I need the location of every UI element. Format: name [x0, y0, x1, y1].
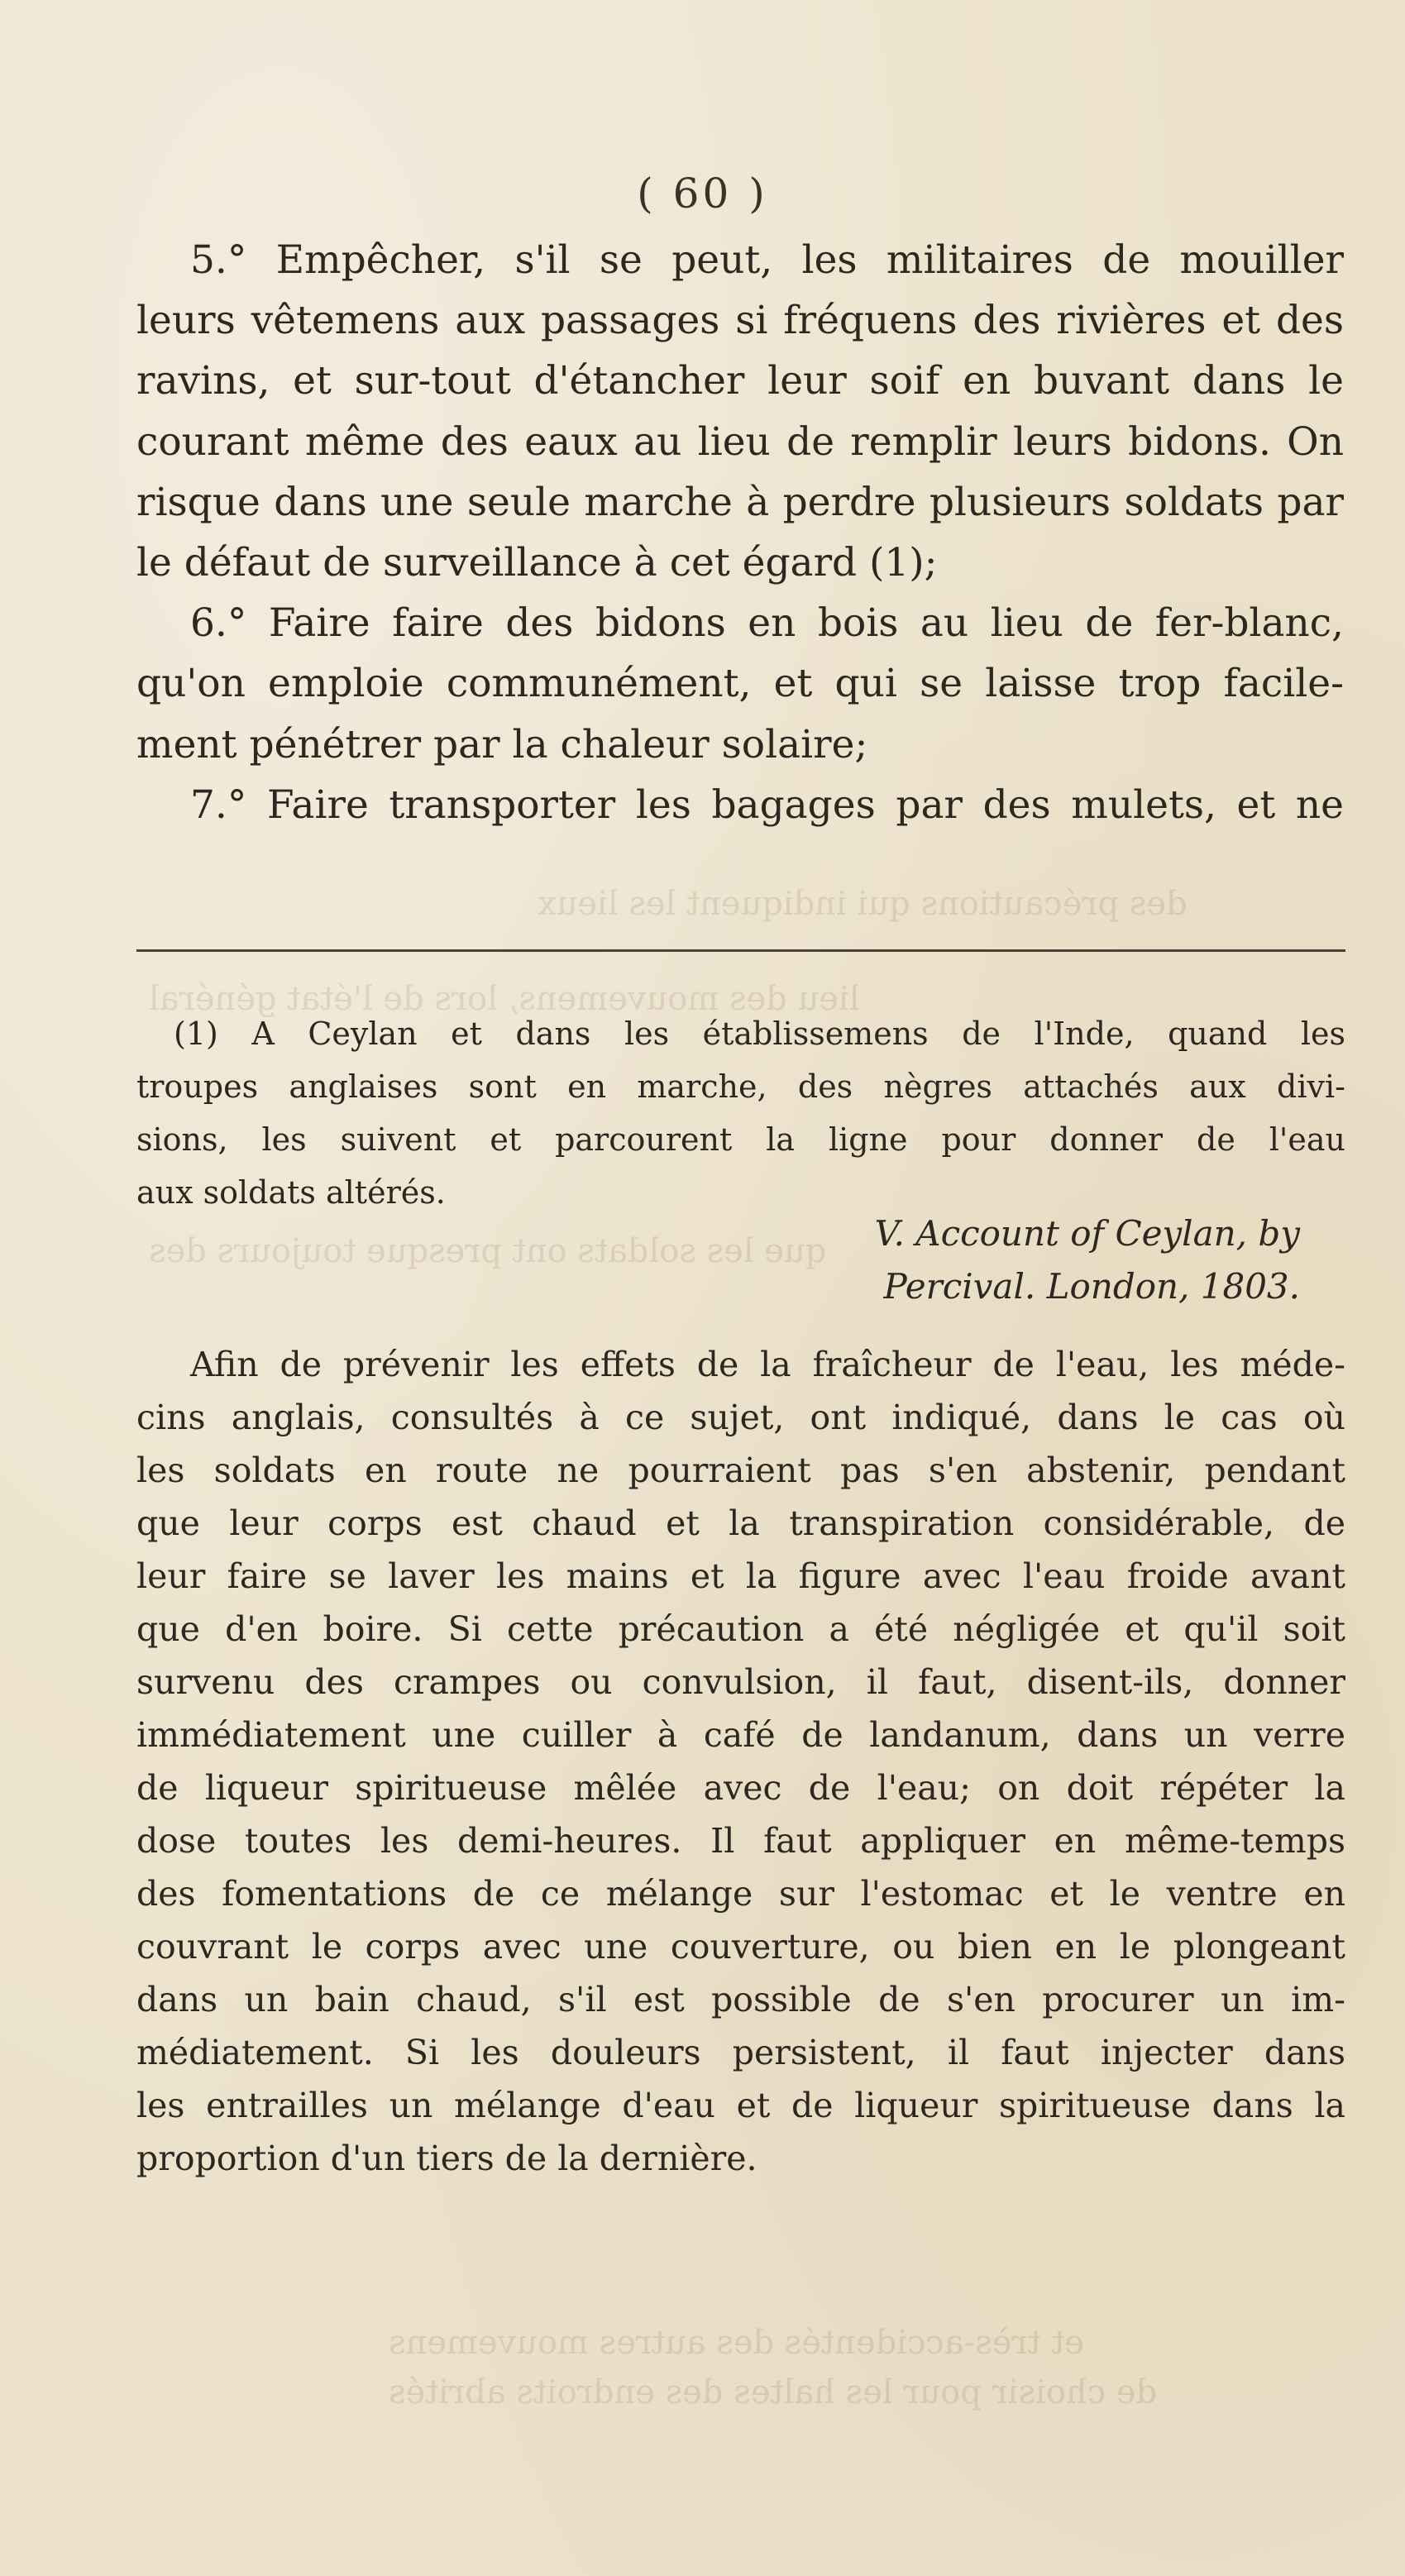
footnote-line: troupes anglaises sont en marche, des nègres attachés aux divi- — [136, 1068, 1345, 1105]
main-text-block — [136, 230, 1344, 835]
text-line: ravins, et sur-tout d'étancher leur soif en buvant dans le — [136, 358, 1344, 404]
footnote-continued-line: Afin de prévenir les effets de la fraîcheur de l'eau, les méde- — [190, 1345, 1345, 1384]
footnote-continued-line: médiatement. Si les douleurs persistent, il faut injecter dans — [136, 2033, 1345, 2072]
text-line: risque dans une seule marche à perdre plusieurs soldats par — [136, 479, 1344, 525]
page-number: ( 60 ) — [637, 170, 768, 217]
text-line: 7.° Faire transporter les bagages par des mulets, et ne — [190, 781, 1344, 828]
footnote-continued-line: leur faire se laver les mains et la figure avec l'eau froide avant — [136, 1556, 1345, 1596]
bleed-through-text: et très-accidentés des autres mouvemens — [389, 2324, 1085, 2362]
text-line: 6.° Faire faire des bidons en bois au lieu de fer-blanc, — [190, 600, 1344, 647]
footnote-continued-block — [136, 1338, 1345, 2185]
footnote-continued-line: proportion d'un tiers de la dernière. — [136, 2139, 757, 2178]
text-line: ment pénétrer par la chaleur solaire; — [136, 721, 868, 767]
footnote-continued-line: des fomentations de ce mélange sur l'estomac et le ventre en — [136, 1874, 1345, 1914]
text-line: leurs vêtemens aux passages si fréquens des rivières et des — [136, 298, 1344, 344]
footnote-continued-line: dans un bain chaud, s'il est possible de s'en procurer un im- — [136, 1980, 1345, 2019]
footnote-continued-line: immédiatement une cuiller à café de landanum, dans un verre — [136, 1715, 1345, 1755]
text-line: courant même des eaux au lieu de remplir leurs bidons. On — [136, 418, 1344, 465]
text-line: 5.° Empêcher, s'il se peut, les militaires de mouiller — [190, 237, 1344, 283]
footnote-continued-line: survenu des crampes ou convulsion, il faut, disent-ils, donner — [136, 1662, 1345, 1702]
bleed-through-text: lieu des mouvemens, lors de l'état général — [149, 980, 860, 1018]
citation-line: V. Account of Ceylan, by — [874, 1213, 1300, 1254]
footnote-continued-line: les entrailles un mélange d'eau et de liqueur spiritueuse dans la — [136, 2086, 1345, 2125]
bleed-through-text: que les soldats ont presque toujours des — [149, 1232, 827, 1270]
citation-block — [136, 1207, 1345, 1313]
footnote-continued-line: couvrant le corps avec une couverture, ou bien en le plongeant — [136, 1927, 1345, 1967]
footnote-continued-line: que d'en boire. Si cette précaution a été négligée et qu'il soit — [136, 1609, 1345, 1649]
bleed-through-text: de choisir pour les haltes des endroits abrités — [389, 2373, 1158, 2411]
footnote-line: sions, les suivent et parcourent la ligne pour donner de l'eau — [136, 1121, 1345, 1158]
bleed-through-text: des précautions qui indiquent les lieux — [538, 885, 1188, 923]
footnote-block — [136, 1007, 1345, 1219]
footnote-continued-line: dose toutes les demi-heures. Il faut appliquer en même-temps — [136, 1821, 1345, 1861]
text-line: le défaut de surveillance à cet égard (1); — [136, 539, 938, 585]
text-line: qu'on emploie communément, et qui se laisse trop facile- — [136, 661, 1344, 707]
footnote-line: (1) A Ceylan et dans les établissemens de l'Inde, quand les — [174, 1016, 1345, 1052]
footnote-continued-line: les soldats en route ne pourraient pas s'en abstenir, pendant — [136, 1450, 1345, 1490]
footnote-continued-line: de liqueur spiritueuse mêlée avec de l'eau; on doit répéter la — [136, 1768, 1345, 1808]
footnote-continued-line: que leur corps est chaud et la transpiration considérable, de — [136, 1503, 1345, 1543]
footnote-line: aux soldats altérés. — [136, 1174, 446, 1211]
footnote-rule — [136, 949, 1345, 952]
citation-line: Percival. London, 1803. — [883, 1266, 1300, 1307]
footnote-continued-line: cins anglais, consultés à ce sujet, ont indiqué, dans le cas où — [136, 1398, 1345, 1437]
